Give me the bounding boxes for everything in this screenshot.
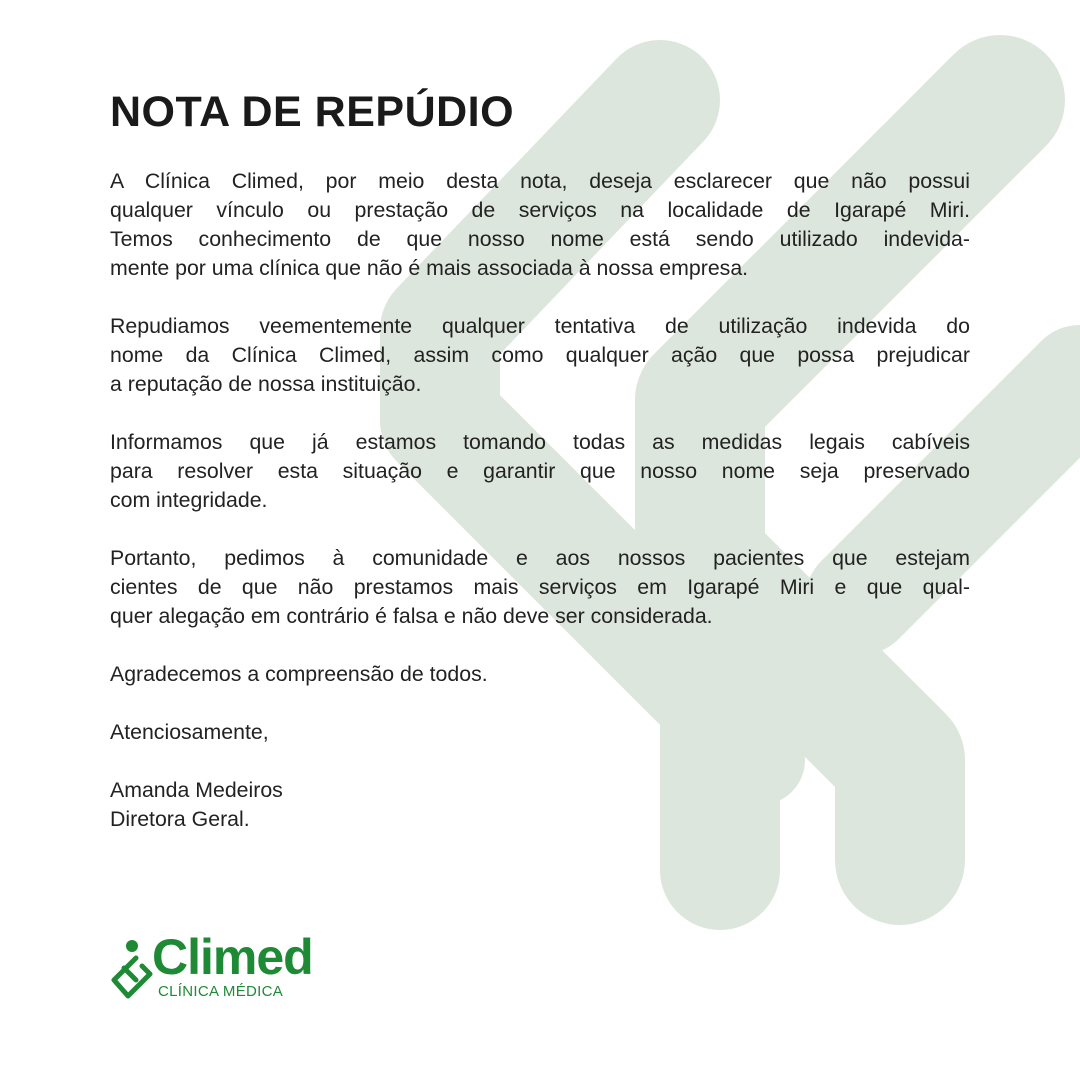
paragraph-2 [110,312,970,399]
paragraph-line: Repudiamos veementemente qualquer tentativa de utilização indevida do [110,314,970,339]
document-body [110,88,970,834]
paragraph-line: Portanto, pedimos à comunidade e aos nossos pacientes que estejam [110,546,970,571]
paragraph-line: Informamos que já estamos tomando todas as medidas legais cabíveis [110,430,970,455]
closing-line: Atenciosamente, [110,720,269,745]
paragraph-line: nome da Clínica Climed, assim como qualquer ação que possa prejudicar [110,343,970,368]
paragraph-4 [110,544,970,631]
paragraph-line: com integridade. [110,488,268,513]
logo-subtitle: CLÍNICA MÉDICA [158,983,284,1000]
signature-role: Diretora Geral. [110,807,250,832]
logo-name: Climed [152,929,313,985]
paragraph-line: cientes de que não prestamos mais serviços em Igarapé Miri e que qual- [110,575,970,600]
thanks-line: Agradecemos a compreensão de todos. [110,662,488,687]
paragraph-line: para resolver esta situação e garantir que nosso nome seja preservado [110,459,970,484]
paragraph-3 [110,428,970,515]
paragraph-line: quer alegação em contrário é falsa e não deve ser considerada. [110,604,713,629]
paragraph-line: A Clínica Climed, por meio desta nota, deseja esclarecer que não possui [110,169,970,194]
paragraph-line: a reputação de nossa instituição. [110,372,422,397]
paragraph-line: mente por uma clínica que não é mais associada à nossa empresa. [110,256,749,281]
signature-name: Amanda Medeiros [110,778,283,803]
climed-logo [106,929,316,1008]
climed-heart-leaf-icon [106,938,158,1002]
signature [110,776,970,834]
paragraph-line: qualquer vínculo ou prestação de serviços na localidade de Igarapé Miri. [110,198,970,223]
paragraph-line: Temos conhecimento de que nosso nome está sendo utilizado indevida- [110,227,970,252]
document-title: NOTA DE REPÚDIO [110,88,515,136]
paragraph-1 [110,167,970,283]
